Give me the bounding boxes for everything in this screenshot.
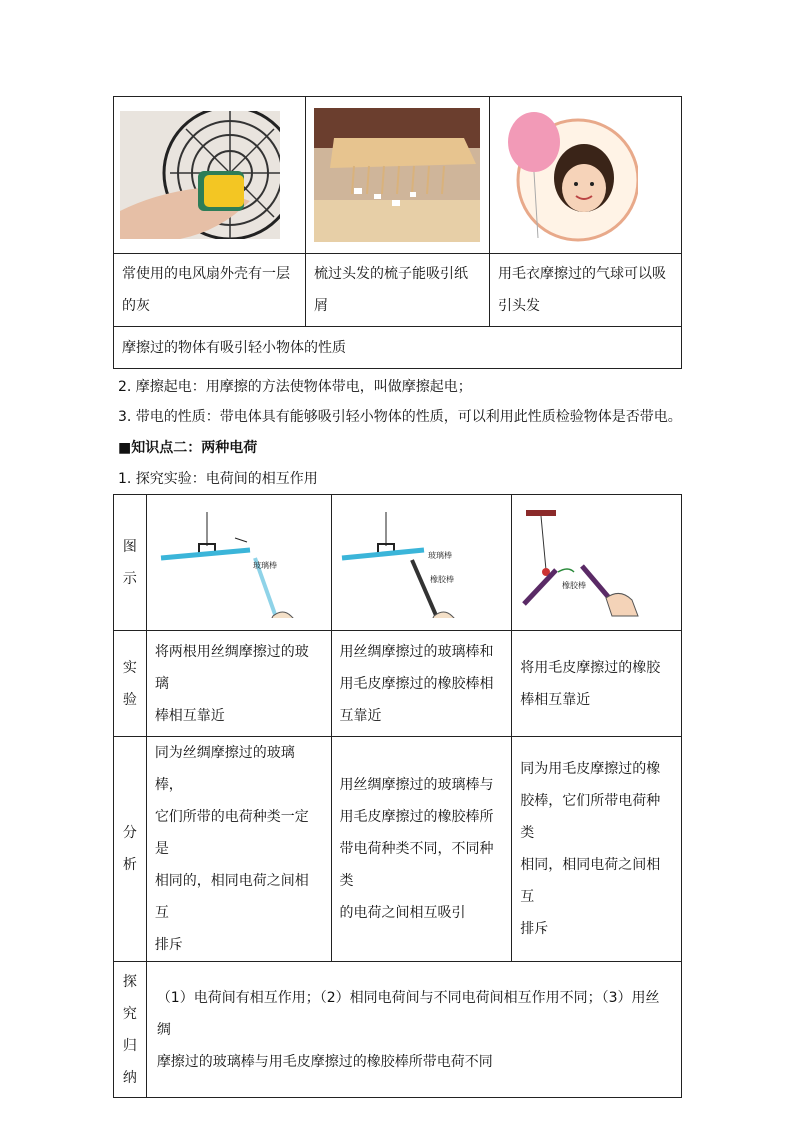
caption-comb-text: 梳过头发的梳子能吸引纸屑 bbox=[314, 266, 468, 314]
analysis-2 bbox=[331, 737, 512, 962]
caption-fan bbox=[114, 254, 306, 327]
analysis-2-line: 用毛皮摩擦过的橡胶棒所 bbox=[339, 809, 494, 825]
balloon-photo-cell bbox=[490, 97, 682, 254]
analysis-3-line: 同为用毛皮摩擦过的橡 bbox=[520, 761, 661, 777]
glass-rod-label: 玻璃棒 bbox=[252, 560, 277, 570]
analysis-2-line: 用丝绸摩擦过的玻璃棒与 bbox=[339, 777, 494, 793]
analysis-3-line: 相同，相同电荷之间相互 bbox=[520, 857, 661, 905]
experiment-2-line: 用毛皮摩擦过的橡胶棒相 bbox=[339, 675, 494, 692]
glass-rod-label-2: 玻璃棒 bbox=[427, 550, 452, 560]
experiment-2-line: 用丝绸摩擦过的玻璃棒和 bbox=[339, 643, 494, 660]
analysis-1-line: 相同的，相同电荷之间相互 bbox=[154, 873, 309, 921]
analysis-3 bbox=[512, 737, 682, 962]
diagram-rubber-rubber bbox=[512, 495, 682, 631]
analysis-1-line: 排斥 bbox=[154, 937, 183, 953]
analysis-1-line: 它们所带的电荷种类一定是 bbox=[154, 809, 309, 857]
row-label-conclusion-4: 纳 bbox=[122, 1069, 137, 1086]
row-label-conclusion bbox=[114, 962, 147, 1098]
caption-fan-text: 常使用的电风扇外壳有一层的灰 bbox=[122, 266, 290, 314]
row-label-analysis-2: 析 bbox=[122, 857, 137, 873]
glass-rubber-diagram bbox=[340, 508, 490, 618]
conclusion-line: 摩擦过的玻璃棒与用毛皮摩擦过的橡胶棒所带电荷不同 bbox=[156, 1053, 493, 1070]
analysis-3-line: 胶棒，它们所带电荷种类 bbox=[520, 793, 661, 841]
experiment-1-line: 棒相互靠近 bbox=[154, 707, 225, 724]
analysis-1-line: 同为丝绸摩擦过的玻璃棒， bbox=[154, 745, 295, 793]
row-label-diagram-2: 示 bbox=[122, 570, 137, 587]
diagram-glass-glass bbox=[146, 495, 331, 631]
rubber-rod-label: 橡胶棒 bbox=[429, 574, 454, 584]
paragraph-charged-property: 3. 带电的性质：带电体具有能够吸引轻小物体的性质，可以利用此性质检验物体是否带电。 bbox=[118, 409, 682, 425]
conclusion-cell bbox=[146, 962, 681, 1098]
balloon-hair-photo bbox=[504, 108, 638, 242]
row-label-experiment bbox=[114, 631, 147, 737]
fan-photo-cell bbox=[114, 97, 306, 254]
comb-photo-cell bbox=[306, 97, 490, 254]
row-label-analysis-1: 分 bbox=[122, 825, 137, 841]
row-label-conclusion-3: 归 bbox=[122, 1037, 137, 1054]
paragraph-friction-electricity: 2. 摩擦起电：用摩擦的方法使物体带电，叫做摩擦起电； bbox=[118, 379, 472, 395]
analysis-1 bbox=[146, 737, 331, 962]
experiment-1 bbox=[146, 631, 331, 737]
section-heading: ■知识点二：两种电荷 bbox=[118, 440, 258, 456]
row-label-experiment-1: 实 bbox=[122, 659, 137, 676]
summary-text: 摩擦过的物体有吸引轻小物体的性质 bbox=[122, 339, 346, 356]
row-label-analysis bbox=[114, 737, 147, 962]
row-label-experiment-2: 验 bbox=[122, 691, 137, 708]
row-label-conclusion-2: 究 bbox=[122, 1005, 137, 1022]
caption-balloon bbox=[490, 254, 682, 327]
analysis-2-line: 的电荷之间相互吸引 bbox=[339, 905, 466, 921]
experiment-3-line: 棒相互靠近 bbox=[520, 691, 591, 708]
caption-balloon-text: 用毛衣摩擦过的气球可以吸引头发 bbox=[498, 266, 666, 314]
comb-paper-photo bbox=[314, 108, 480, 242]
caption-comb bbox=[306, 254, 490, 327]
analysis-3-line: 排斥 bbox=[520, 921, 549, 937]
experiment-table bbox=[113, 494, 682, 1098]
examples-table bbox=[113, 96, 682, 369]
rubber-rubber-diagram bbox=[520, 508, 650, 618]
experiment-2-line: 互靠近 bbox=[339, 707, 382, 724]
analysis-2-line: 带电荷种类不同，不同种类 bbox=[339, 841, 494, 889]
experiment-3 bbox=[512, 631, 682, 737]
subsection-title: 1. 探究实验：电荷间的相互作用 bbox=[118, 471, 318, 487]
glass-glass-diagram bbox=[155, 508, 305, 618]
experiment-2 bbox=[331, 631, 512, 737]
conclusion-line: （1）电荷间有相互作用；（2）相同电荷间与不同电荷间相互作用不同；（3）用丝绸 bbox=[156, 989, 660, 1038]
fan-dust-photo bbox=[120, 111, 280, 239]
row-label-diagram bbox=[114, 495, 147, 631]
experiment-3-line: 将用毛皮摩擦过的橡胶 bbox=[520, 659, 661, 676]
summary-cell bbox=[114, 327, 682, 369]
rubber-rod-label-2: 橡胶棒 bbox=[562, 580, 587, 590]
row-label-conclusion-1: 探 bbox=[122, 973, 137, 990]
diagram-glass-rubber bbox=[331, 495, 512, 631]
row-label-diagram-1: 图 bbox=[122, 538, 137, 555]
experiment-1-line: 将两根用丝绸摩擦过的玻璃 bbox=[154, 643, 309, 692]
